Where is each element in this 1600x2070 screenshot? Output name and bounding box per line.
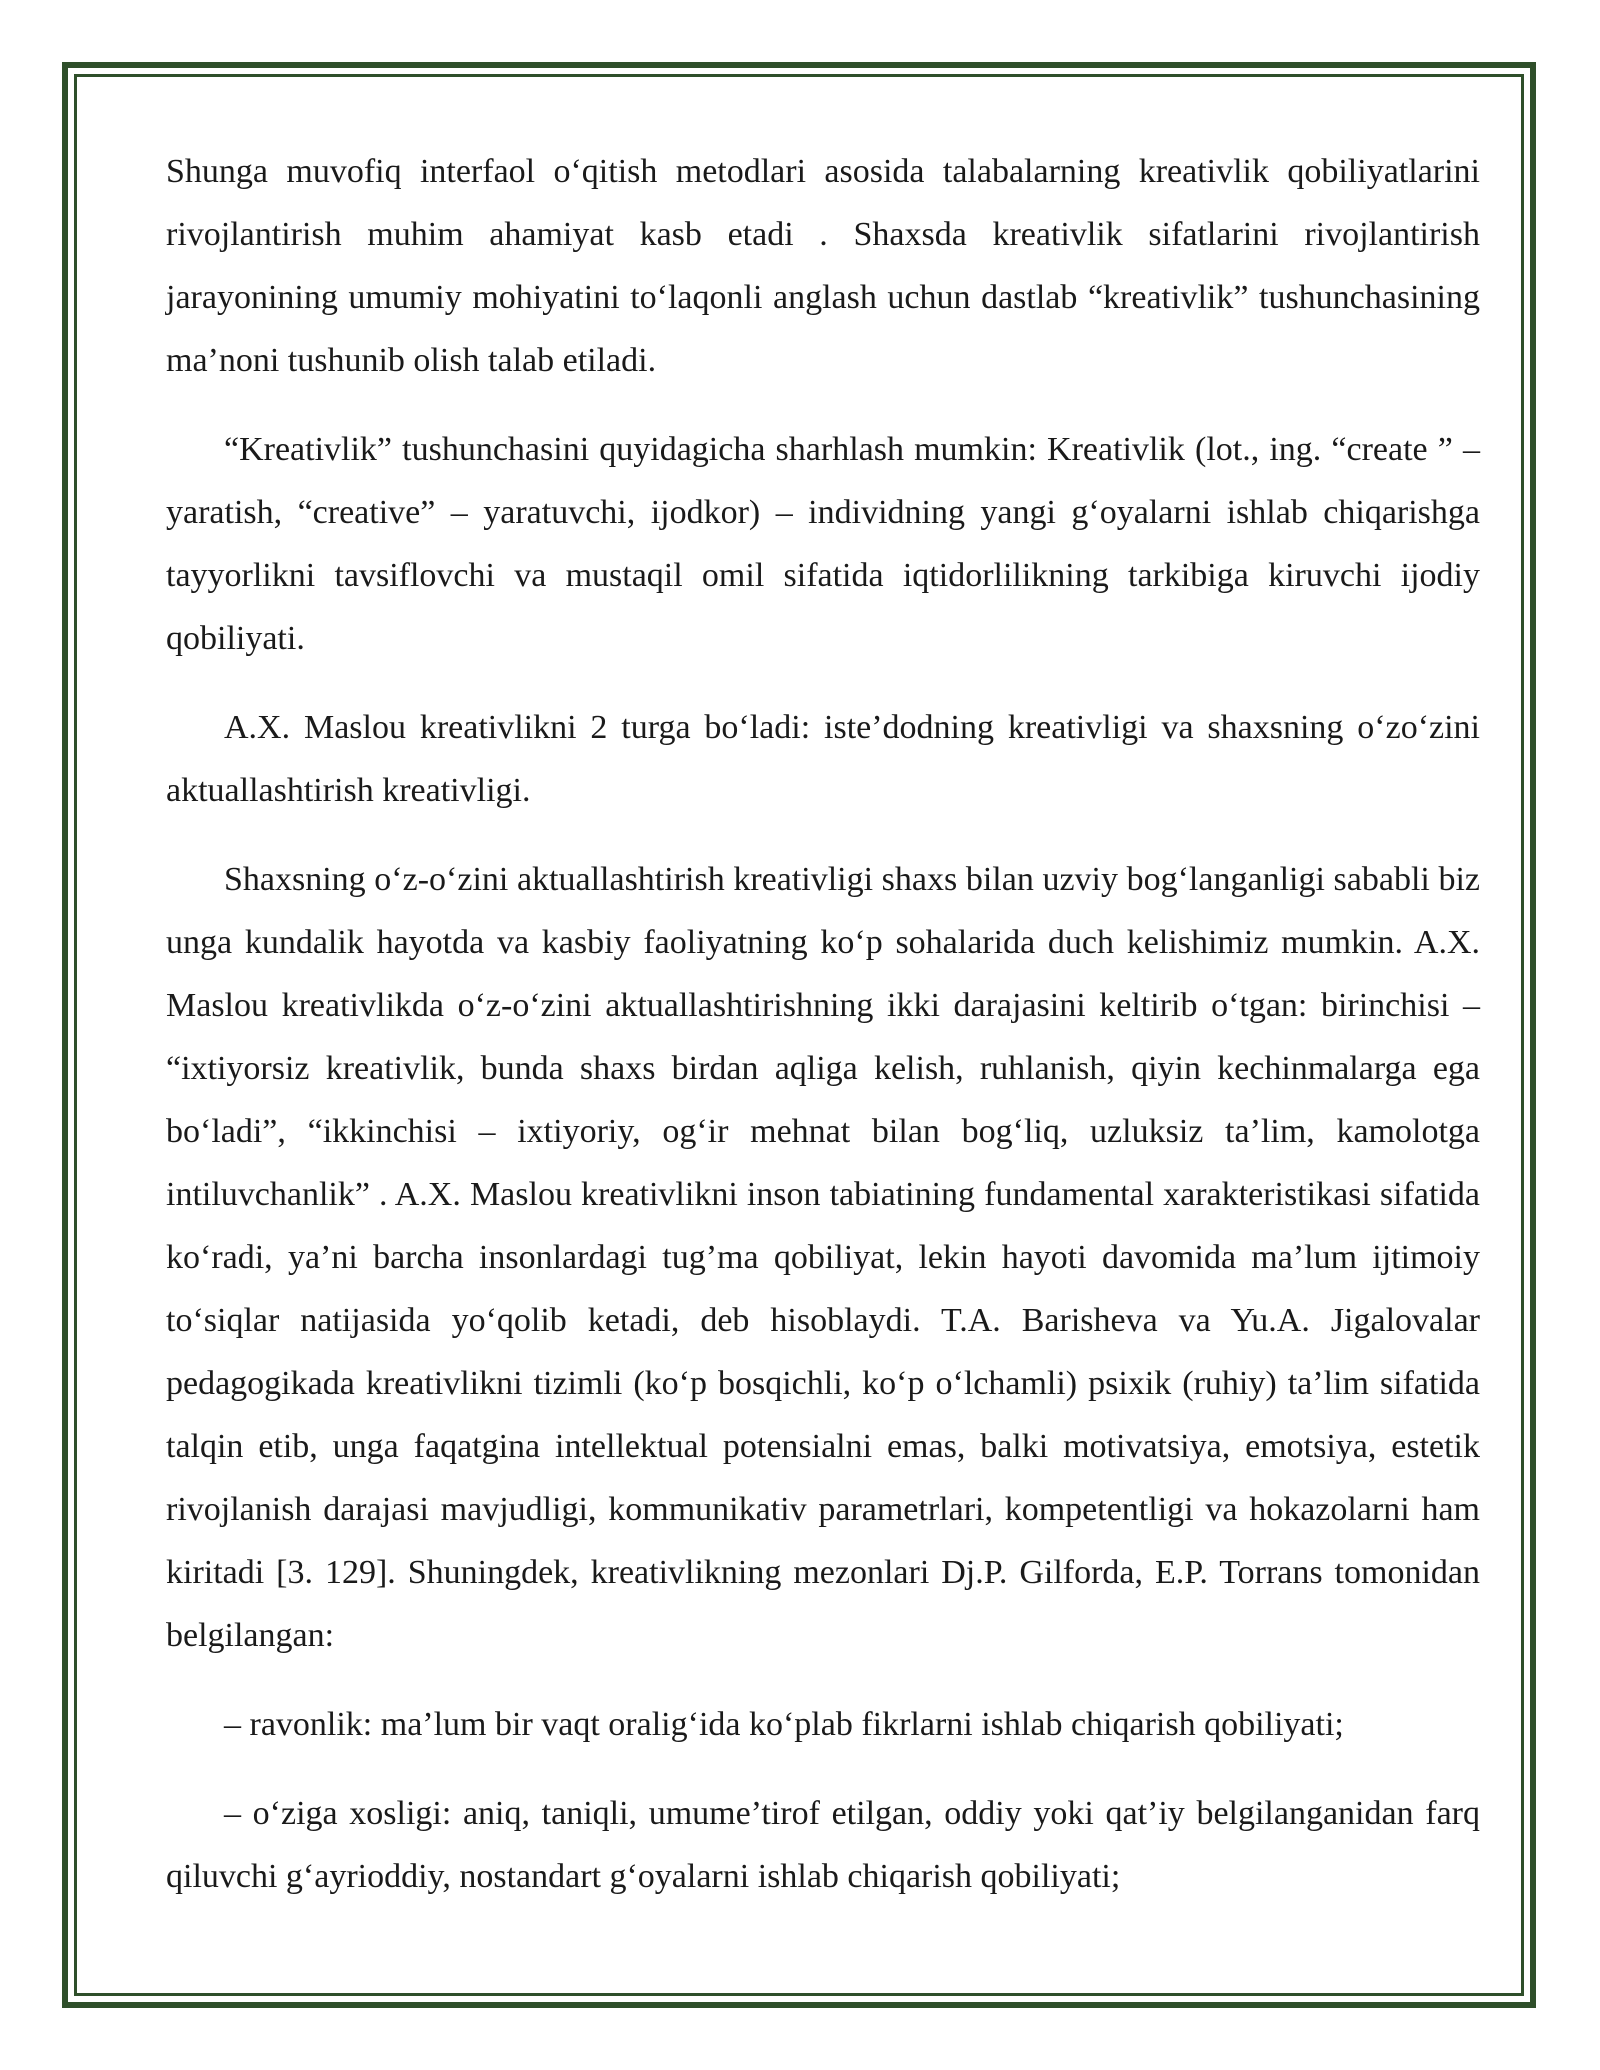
list-item-originality: – o‘ziga xosligi: aniq, taniqli, umume’tirof etilgan, oddiy yoki qat’iy belgilanganidan farq qiluvchi g‘ayrioddiy, nostandart g‘oyalarni ishlab chiqarish qobiliyati; [166, 1795, 1480, 1895]
paragraph-3: A.X. Maslou kreativlikni 2 turga bo‘ladi: iste’dodning kreativligi va shaxsning o‘zo‘zini aktuallashtirish kreativligi. [166, 709, 1480, 809]
list-item-fluency: – ravonlik: ma’lum bir vaqt oralig‘ida ko‘plab fikrlarni ishlab chiqarish qobiliyati; [224, 1706, 1344, 1743]
paragraph-2: “Kreativlik” tushunchasini quyidagicha sharhlash mumkin: Kreativlik (lot., ing. “create ” – yaratish, “creative” – yaratuvchi, ijodkor) – individning yangi g‘oyalarni ishlab chiqarishga tayyorlikni tavsiflovchi va mustaqil omil sifatida iqtidorlilikning tarkibiga kiruvchi ijodiy qobiliyati. [166, 431, 1480, 657]
document-body [166, 140, 1480, 1934]
paragraph-1: Shunga muvofiq interfaol o‘qitish metodlari asosida talabalarning kreativlik qobiliyatlarini rivojlantirish muhim ahamiyat kasb etadi . Shaxsda kreativlik sifatlarini rivojlantirish jarayonining umumiy mohiyatini to‘laqonli anglash uchun dastlab “kreativlik” tushunchasining ma’noni tushunib olish talab etiladi. [166, 153, 1480, 379]
paragraph-4: Shaxsning o‘z-o‘zini aktuallashtirish kreativligi shaxs bilan uzviy bog‘langanligi sababli biz unga kundalik hayotda va kasbiy faoliyatning ko‘p sohalarida duch kelishimiz mumkin. A.X. Maslou kreativlikda o‘z-o‘zini aktuallashtirishning ikki darajasini keltirib o‘tgan: birinchisi – “ixtiyorsiz kreativlik, bunda shaxs birdan aqliga kelish, ruhlanish, qiyin kechinmalarga ega bo‘ladi”, “ikkinchisi – ixtiyoriy, og‘ir mehnat bilan bog‘liq, uzluksiz ta’lim, kamolotga intiluvchanlik” . A.X. Maslou kreativlikni inson tabiatining fundamental xarakteristikasi sifatida ko‘radi, ya’ni barcha insonlardagi tug’ma qobiliyat, lekin hayoti davomida ma’lum ijtimoiy to‘siqlar natijasida yo‘qolib ketadi, deb hisoblaydi. T.A. Barisheva va Yu.A. Jigalovalar pedagogikada kreativlikni tizimli (ko‘p bosqichli, ko‘p o‘lchamli) psixik (ruhiy) ta’lim sifatida talqin etib, unga faqatgina intellektual potensialni emas, balki motivatsiya, emotsiya, estetik rivojlanish darajasi mavjudligi, kommunikativ parametrlari, kompetentligi va hokazolarni ham kiritadi [3. 129]. Shuningdek, kreativlikning mezonlari Dj.P. Gilforda, E.P. Torrans tomonidan belgilangan: [166, 861, 1480, 1654]
